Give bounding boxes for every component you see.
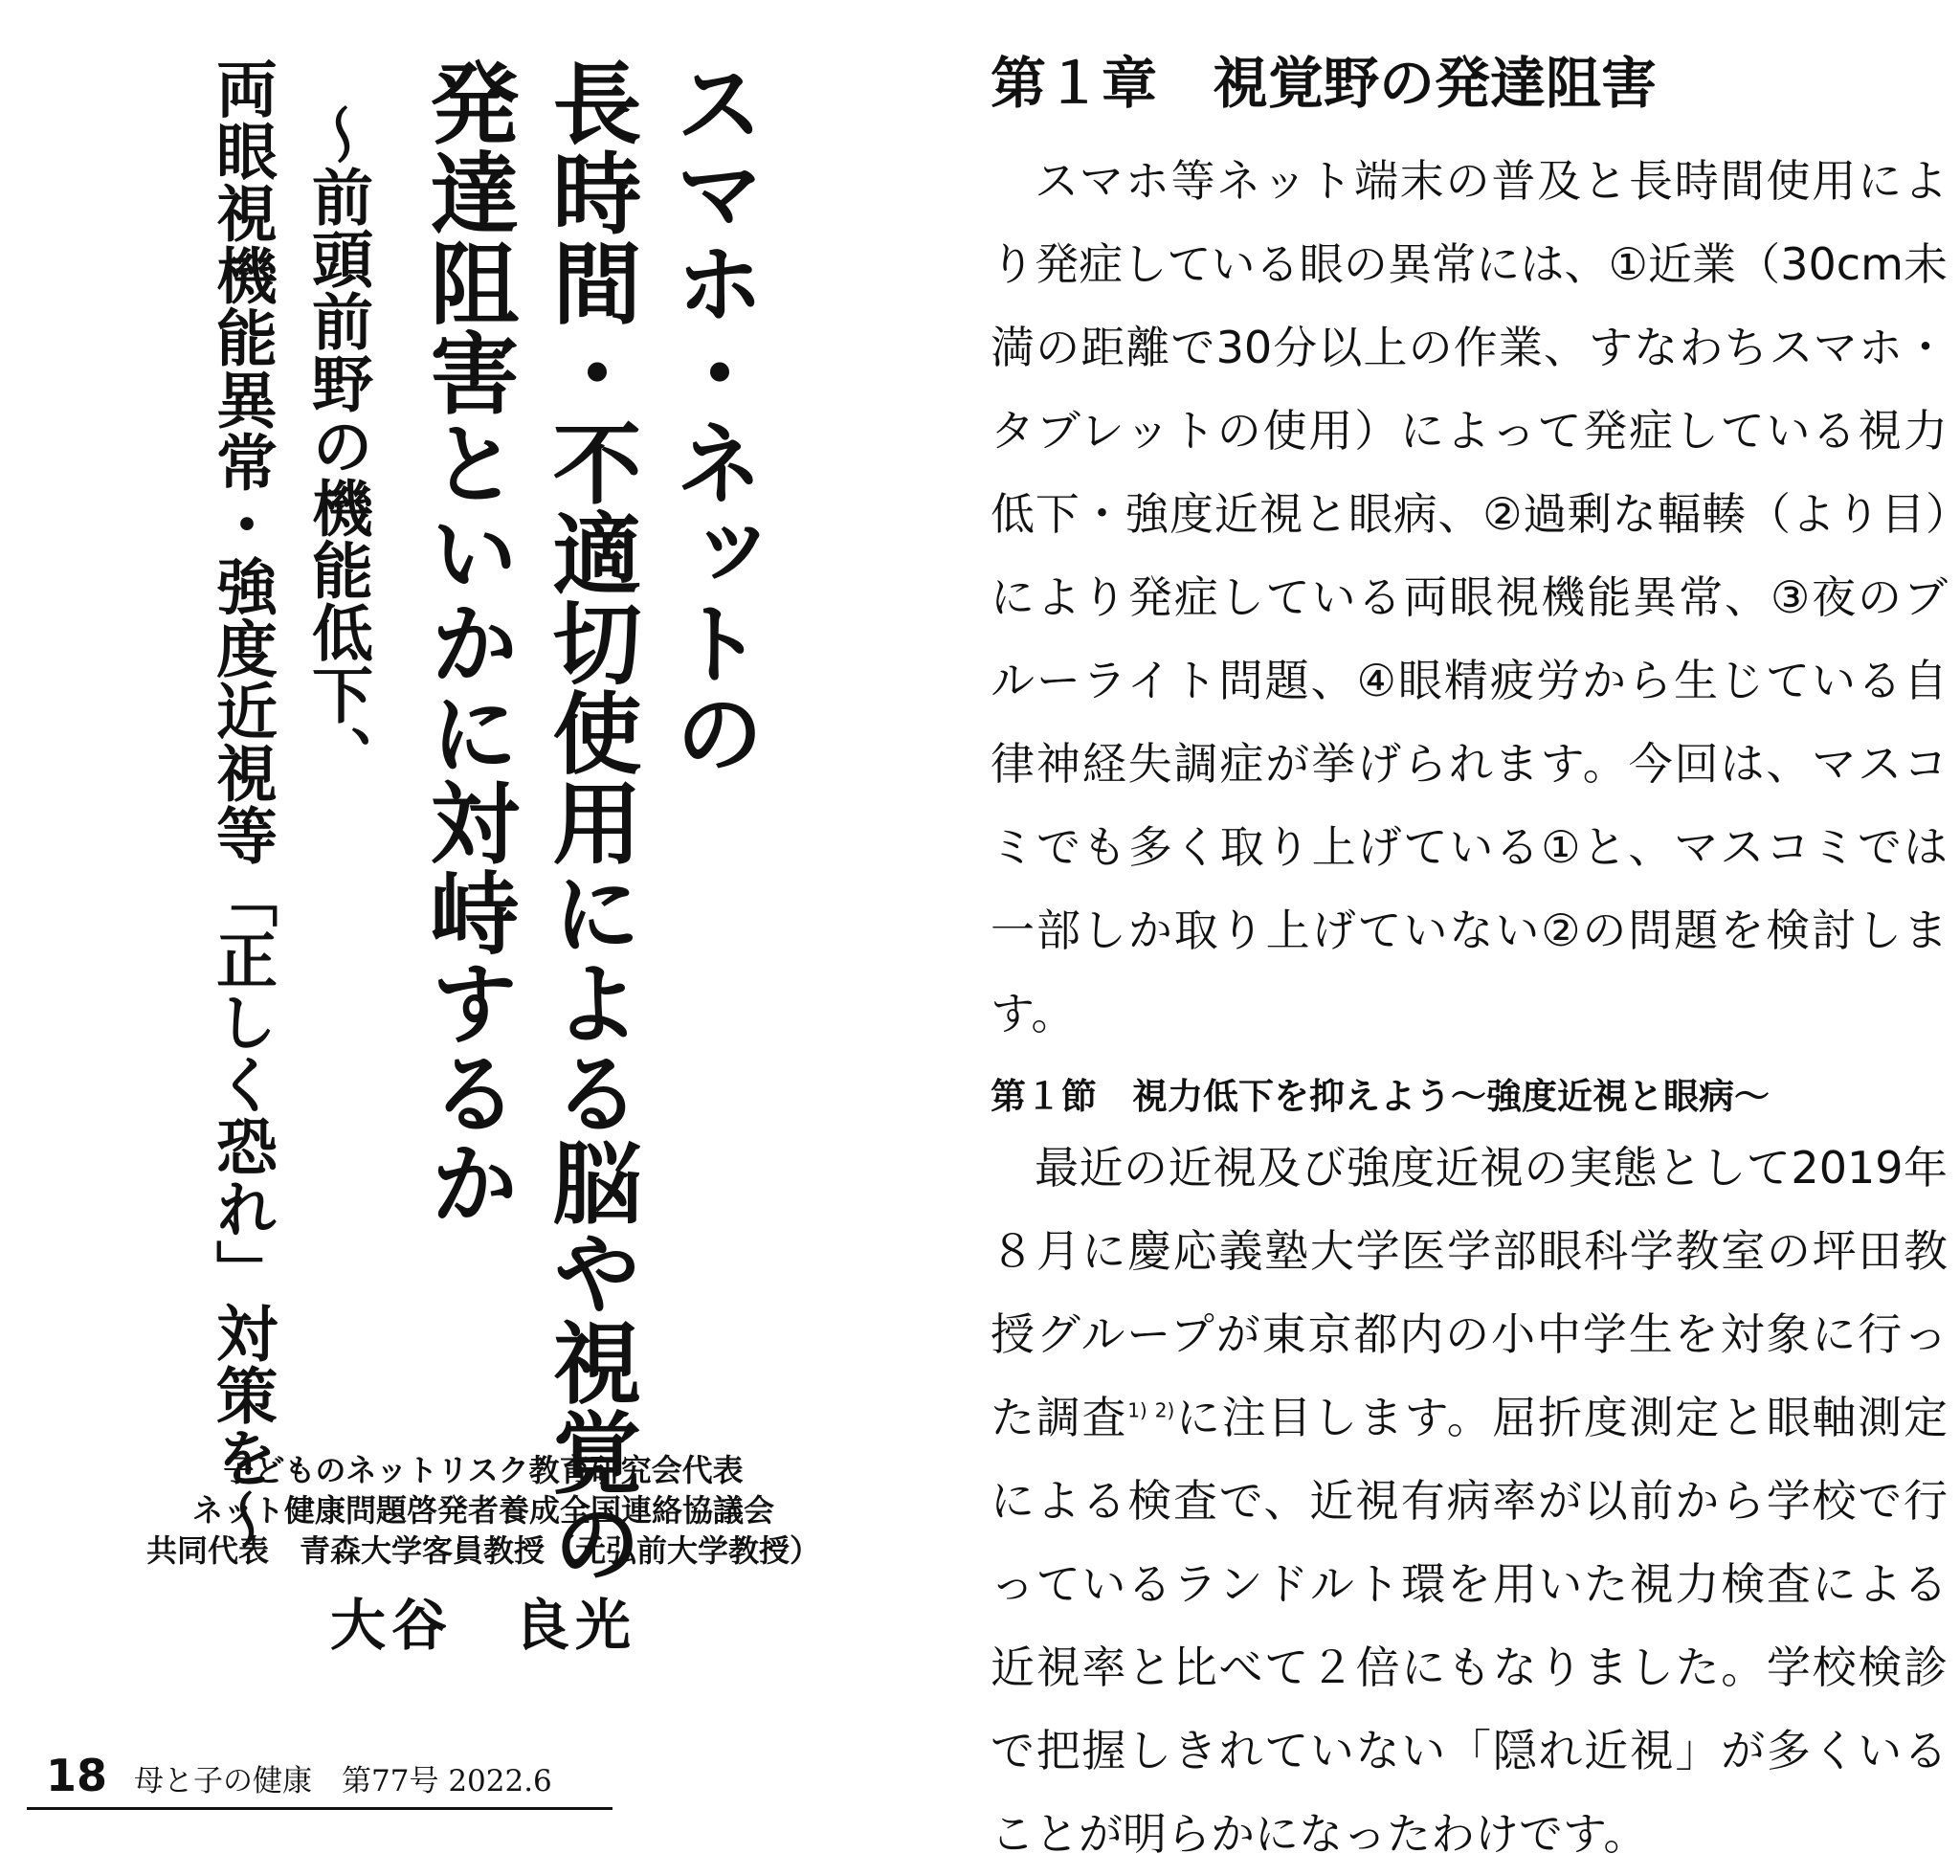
page-footer xyxy=(27,1750,612,1810)
page-number: 18 xyxy=(46,1750,108,1801)
author-affiliation-1: 子どものネットリスク教育研究会代表 xyxy=(223,1452,744,1488)
paragraph-2-part-1: 最近の近視及び強度近視の実態として2019年８月に慶応義塾大学医学部眼科学教室の坪田教授グループが東京都内の小中学生を対象に行った調査 xyxy=(991,1142,1948,1443)
title-line-1: スマホ・ネットの xyxy=(660,57,765,777)
section-heading: 第１節 視力低下を抑えよう〜強度近視と眼病〜 xyxy=(991,1076,1770,1117)
paragraph-1: スマホ等ネット端末の普及と長時間使用により発症している眼の異常には、①近業（30cm未満の距離で30分以上の作業、すなわちスマホ・タブレットの使用）によって発症している視力低下・強度近視と眼病、②過剰な輻輳（より目）により発症している両眼視機能異常、③夜のブルーライト問題、④眼精疲労から生じている自律神経失調症が挙げられます。今回は、マスコミでも多く取り上げている①と、マスコミでは一部しか取り上げていない②の問題を検討します。 xyxy=(991,155,1948,1039)
author-name: 大谷 良光 xyxy=(329,1593,636,1658)
author-affiliation-2: ネット健康問題啓発者養成全国連絡協議会 xyxy=(191,1492,774,1529)
footnote-reference: 1) 2) xyxy=(1127,1398,1175,1422)
paragraph-2 xyxy=(991,1127,1948,1876)
paragraph-2-part-2: に注目します。屈折度測定と眼軸測定による検査で、近視有病率が以前から学校で行っているランドルト環を用いた視力検査による近視率と比べて２倍にもなりました。学校検診で把握しきれていない「隠れ近視」が多くいることが明らかになったわけです。 xyxy=(991,1392,1949,1860)
subtitle-line-2: 両眼視機能異常・強度近視等「正しく恐れ」対策を〜 xyxy=(206,57,278,1551)
subtitle-line-1: 〜前頭前野の機能低下、 xyxy=(301,103,373,788)
journal-info: 母と子の健康 第77号 2022.6 xyxy=(134,1764,552,1798)
author-affiliation-3: 共同代表 青森大学客員教授（元弘前大学教授） xyxy=(145,1532,820,1569)
article-body xyxy=(991,38,1948,1876)
chapter-heading: 第１章 視覚野の発達阻害 xyxy=(991,51,1658,116)
author-credits xyxy=(0,1450,967,1661)
title-line-3: 発達阻害といかに対峙するか xyxy=(415,57,520,1227)
title-line-2: 長時間・不適切使用による脳や視覚の xyxy=(538,57,642,1587)
